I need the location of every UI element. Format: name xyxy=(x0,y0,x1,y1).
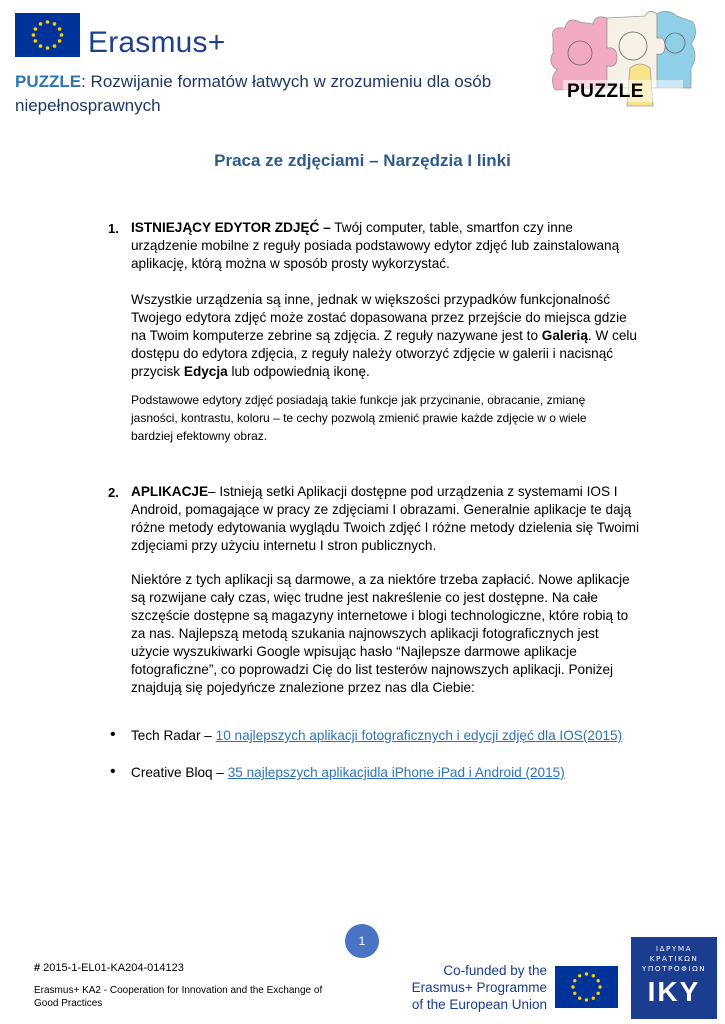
puzzle-logo-text: PUZZLE xyxy=(567,81,644,102)
list-item: Creative Bloq – 35 najlepszych aplikacjidla iPhone iPad i Android (2015) xyxy=(131,765,565,780)
section-2-intro: APLIKACJE– Istnieją setki Aplikacji dostępne pod urządzenia z systemami IOS I Android, pomagające w pracy ze zdjęciami I obrazami. Generalnie aplikacje te dają różne metody edytowania wyglądu Twoich zdjęć I różne metody dzielenia się Twoimi zdjęciami przy użyciu internetu I stron publicznych. xyxy=(131,484,640,553)
tech-radar-link[interactable]: 10 najlepszych aplikacji fotograficznych i edycji zdjęć dla IOS(2015) xyxy=(215,728,623,743)
list-item: Tech Radar – 10 najlepszych aplikacji fotograficznych i edycji zdjęć dla IOS(2015) xyxy=(131,728,623,743)
section-number: 2. xyxy=(108,485,119,500)
puzzle-logo xyxy=(545,8,700,108)
iky-logo: ΙΔΡΥΜΑ ΚΡΑΤΙΚΩΝ ΥΠΟΤΡΟΦΙΩΝ IKY xyxy=(631,937,717,1019)
cofunded-text: Co-funded by the Erasmus+ Programme of the European Union xyxy=(411,963,547,1012)
project-subtitle: : Rozwijanie formatów łatwych w zrozumieniu dla osób niepełnosprawnych xyxy=(15,72,492,115)
project-reference: # 2015-1-EL01-KA204-014123 xyxy=(34,962,184,974)
eu-flag-icon xyxy=(555,966,618,1008)
eu-flag-icon xyxy=(15,13,80,57)
bullet-icon: • xyxy=(110,763,116,780)
project-title xyxy=(15,70,515,118)
section-1-title: ISTNIEJĄCY EDYTOR ZDJĘĆ – xyxy=(131,220,331,235)
page-title: Praca ze zdjęciami – Narzędzia I linki xyxy=(214,151,511,170)
section-2-title: APLIKACJE xyxy=(131,484,209,499)
section-1-paragraph-2: Wszystkie urządzenia są inne, jednak w większości przypadków funkcjonalność Twojego edytora zdjęć może zostać dopasowana przez przejście do miejsca gdzie na Twoim komputerze zebrine są zdjęcia. Z reguły nazywane jest to Galerią. W celu dostępu do edytora zdjęcia, z reguły należy otworzyć zdjęcie w galerii i nacisnąć przycisk Edycja lub odpowiednią ikonę. xyxy=(131,292,637,379)
project-keyword: PUZZLE xyxy=(15,72,82,91)
bullet-icon: • xyxy=(110,726,116,743)
ka2-description: Erasmus+ KA2 - Cooperation for Innovation and the Exchange of Good Practices xyxy=(34,985,323,1009)
section-2-paragraph-2: Niektóre z tych aplikacji są darmowe, a za niektóre trzeba zapłacić. Nowe aplikacje są rozwijane cały czas, więc trudne jest nakreślenie co jest dostępne. Na całe szczęście dostępne są magazyny internetowe i blogi technologiczne, które robią to za nas. Najlepszą metodą szukania najnowszych aplikacji fotograficznych jest użycie wyszukiwarki Google wpisując hasło “Najlepsze darmowe aplikacje fotograficzne”, co poprowadzi Cię do list testerów najnowszych aplikacji. Poniżej znajdują się pojedyńcze znalezione przez nas dla Ciebie: xyxy=(131,572,630,695)
creative-bloq-link[interactable]: 35 najlepszych aplikacjidla iPhone iPad i Android (2015) xyxy=(227,765,565,780)
section-1-paragraph-3: Podstawowe edytory zdjęć posiadają takie funkcje jak przycinanie, obracanie, zmianę jasności, kontrastu, koloru – te cechy pozwolą zmienić prawie każde zdjęcie w o wiele bardziej efektowny obraz. xyxy=(131,393,587,443)
page-number: 1 xyxy=(345,924,379,958)
section-number: 1. xyxy=(108,221,119,236)
section-1-intro: ISTNIEJĄCY EDYTOR ZDJĘĆ – Twój computer, table, smartfon czy inne urządzenie mobilne z reguły posiada podstawowy edytor zdjęć lub zainstalowaną aplikację, którą można w sposób prosty wykorzystać. xyxy=(131,220,620,271)
erasmus-plus-logo-text: Erasmus+ xyxy=(88,26,226,59)
